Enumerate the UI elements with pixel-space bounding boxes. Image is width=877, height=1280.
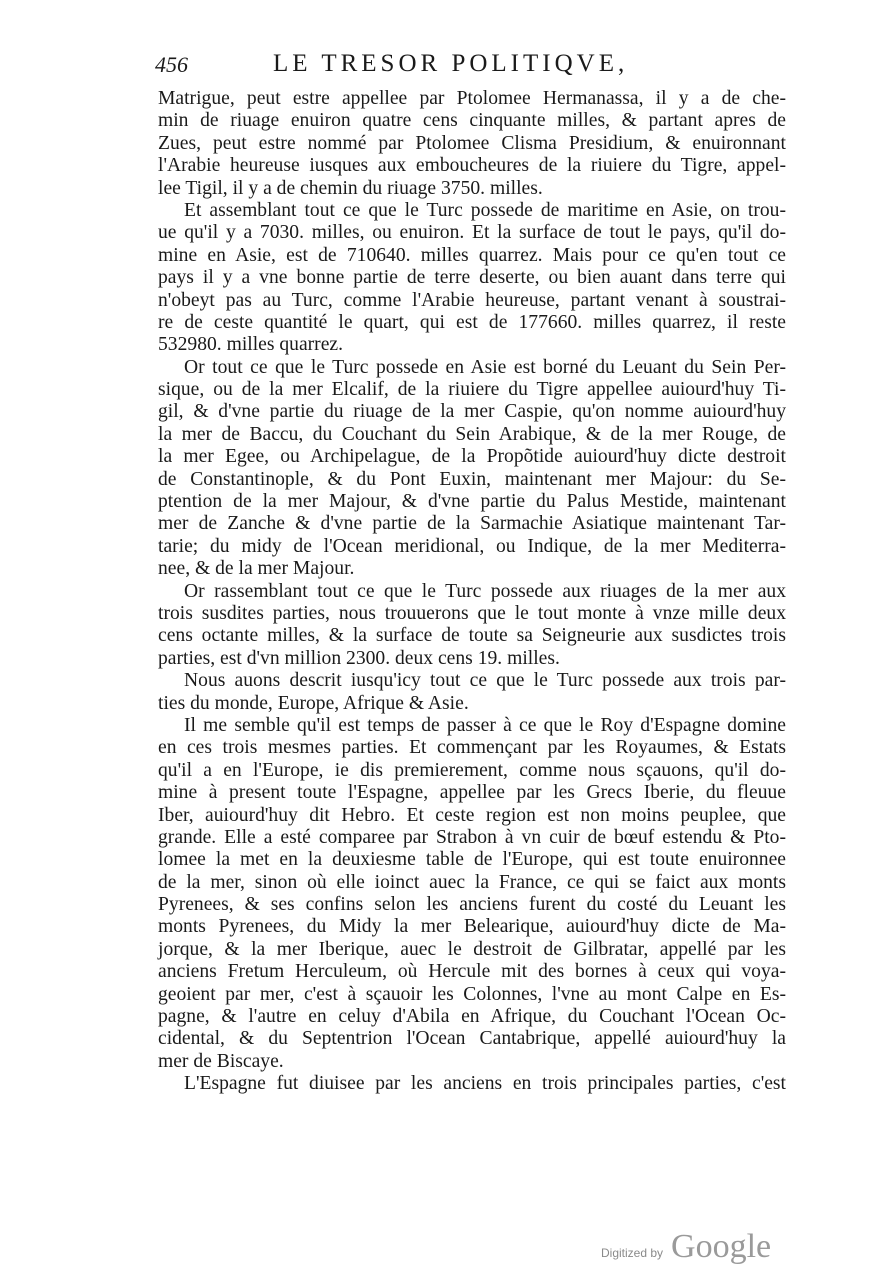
text-line: la mer de Baccu, du Couchant du Sein Arabique, & de la mer Rouge, de [158, 423, 786, 445]
text-line: tarie; du midy de l'Ocean meridional, ou Indique, de la mer Mediterra- [158, 535, 786, 557]
text-line: mine à present toute l'Espagne, appellee par les Grecs Iberie, du fleuue [158, 782, 786, 804]
text-line: Iber, auiourd'huy dit Hebro. Et ceste region est non moins peuplee, que [158, 804, 786, 826]
running-head: LE TRESOR POLITIQVE, [273, 50, 629, 77]
text-line: ptention de la mer Majour, & d'vne partie du Palus Mestide, maintenant [158, 491, 786, 513]
text-line: sique, ou de la mer Elcalif, de la riuiere du Tigre appellee auiourd'huy Ti- [158, 379, 786, 401]
text-line: pays il y a vne bonne partie de terre deserte, ou bien auant dans terre qui [158, 267, 786, 289]
text-line: anciens Fretum Herculeum, où Hercule mit des bornes à ceux qui voya- [158, 961, 786, 983]
page-number: 456 [155, 52, 188, 77]
text-line: trois susdites parties, nous trouuerons que le tout monte à vnze mille deux [158, 602, 786, 624]
text-line: de Constantinople, & du Pont Euxin, maintenant mer Majour: du Se- [158, 468, 786, 490]
text-line: pagne, & l'autre en celuy d'Abila en Afrique, du Couchant l'Ocean Oc- [158, 1006, 786, 1028]
text-line: mer de Biscaye. [158, 1050, 284, 1072]
text-line: grande. Elle a esté comparee par Strabon à vn cuir de bœuf estendu & Pto- [158, 826, 786, 848]
text-line: mine en Asie, est de 710640. milles quarrez. Mais pour ce qu'en tout ce [158, 244, 786, 266]
text-line: geoient par mer, c'est à sçauoir les Colonnes, l'vne au mont Calpe en Es- [158, 983, 786, 1005]
text-line: qu'il a en l'Europe, ie dis premierement, comme nous sçauons, qu'il do- [158, 759, 786, 781]
text-line: en ces trois mesmes parties. Et commençant par les Royaumes, & Estats [158, 737, 786, 759]
text-line: lomee la met en la deuxiesme table de l'Europe, qui est toute enuironnee [158, 849, 786, 871]
digitized-watermark [601, 1228, 771, 1266]
text-line: la mer Egee, ou Archipelague, de la Propõtide auiourd'huy dicte destroit [158, 446, 786, 468]
body-text [158, 88, 786, 1096]
text-line: Zues, peut estre nommé par Ptolomee Clisma Presidium, & enuironnant [158, 132, 786, 154]
text-line: ue qu'il y a 7030. milles, ou enuiron. Et la surface de tout le pays, qu'il do- [158, 222, 786, 244]
digitized-by-label: Digitized by [601, 1246, 664, 1260]
text-line: monts Pyrenees, du Midy la mer Belearique, auiourd'huy dicte de Ma- [158, 916, 786, 938]
text-line: l'Arabie heureuse iusques aux emboucheures de la riuiere du Tigre, appel- [158, 155, 786, 177]
page-header [155, 50, 795, 84]
text-line: lee Tigil, il y a de chemin du riuage 3750. milles. [158, 177, 543, 199]
text-line: de la mer, sinon où elle ioinct auec la France, ce qui se faict aux monts [158, 871, 786, 893]
text-line: Et assemblant tout ce que le Turc possede de maritime en Asie, on trou- [184, 199, 786, 221]
text-line: cens octante milles, & la surface de toute sa Seigneurie aux susdictes trois [158, 625, 786, 647]
text-line: min de riuage enuiron quatre cens cinquante milles, & partant apres de [158, 110, 786, 132]
text-line: re de ceste quantité le quart, qui est de 177660. milles quarrez, il reste [158, 311, 786, 333]
text-line: gil, & d'vne partie du riuage de la mer Caspie, qu'on nomme auiourd'huy [158, 401, 786, 423]
text-line: Il me semble qu'il est temps de passer à ce que le Roy d'Espagne domine [184, 714, 786, 736]
text-line: n'obeyt pas au Turc, comme l'Arabie heureuse, partant venant à soustrai- [158, 289, 786, 311]
text-line: Or rassemblant tout ce que le Turc possede aux riuages de la mer aux [184, 580, 786, 602]
text-line: Pyrenees, & ses confins selon les anciens furent du costé du Leuant les [158, 894, 786, 916]
text-line: L'Espagne fut diuisee par les anciens en trois principales parties, c'est [184, 1073, 786, 1095]
text-line: mer de Zanche & d'vne partie de la Sarmachie Asiatique maintenant Tar- [158, 513, 786, 535]
text-line: cidental, & du Septentrion l'Ocean Cantabrique, appellé auiourd'huy la [158, 1028, 786, 1050]
text-line: nee, & de la mer Majour. [158, 558, 355, 580]
text-line: parties, est d'vn million 2300. deux cens 19. milles. [158, 647, 560, 669]
text-line: jorque, & la mer Iberique, auec le destroit de Gilbratar, appellé par les [158, 938, 786, 960]
text-line: Nous auons descrit iusqu'icy tout ce que le Turc possede aux trois par- [184, 670, 786, 692]
google-logo: Google [671, 1228, 772, 1265]
text-line: 532980. milles quarrez. [158, 334, 344, 356]
text-line: Matrigue, peut estre appellee par Ptolomee Hermanassa, il y a de che- [158, 88, 786, 109]
text-line: Or tout ce que le Turc possede en Asie est borné du Leuant du Sein Per- [184, 356, 786, 378]
text-line: ties du monde, Europe, Afrique & Asie. [158, 692, 469, 714]
